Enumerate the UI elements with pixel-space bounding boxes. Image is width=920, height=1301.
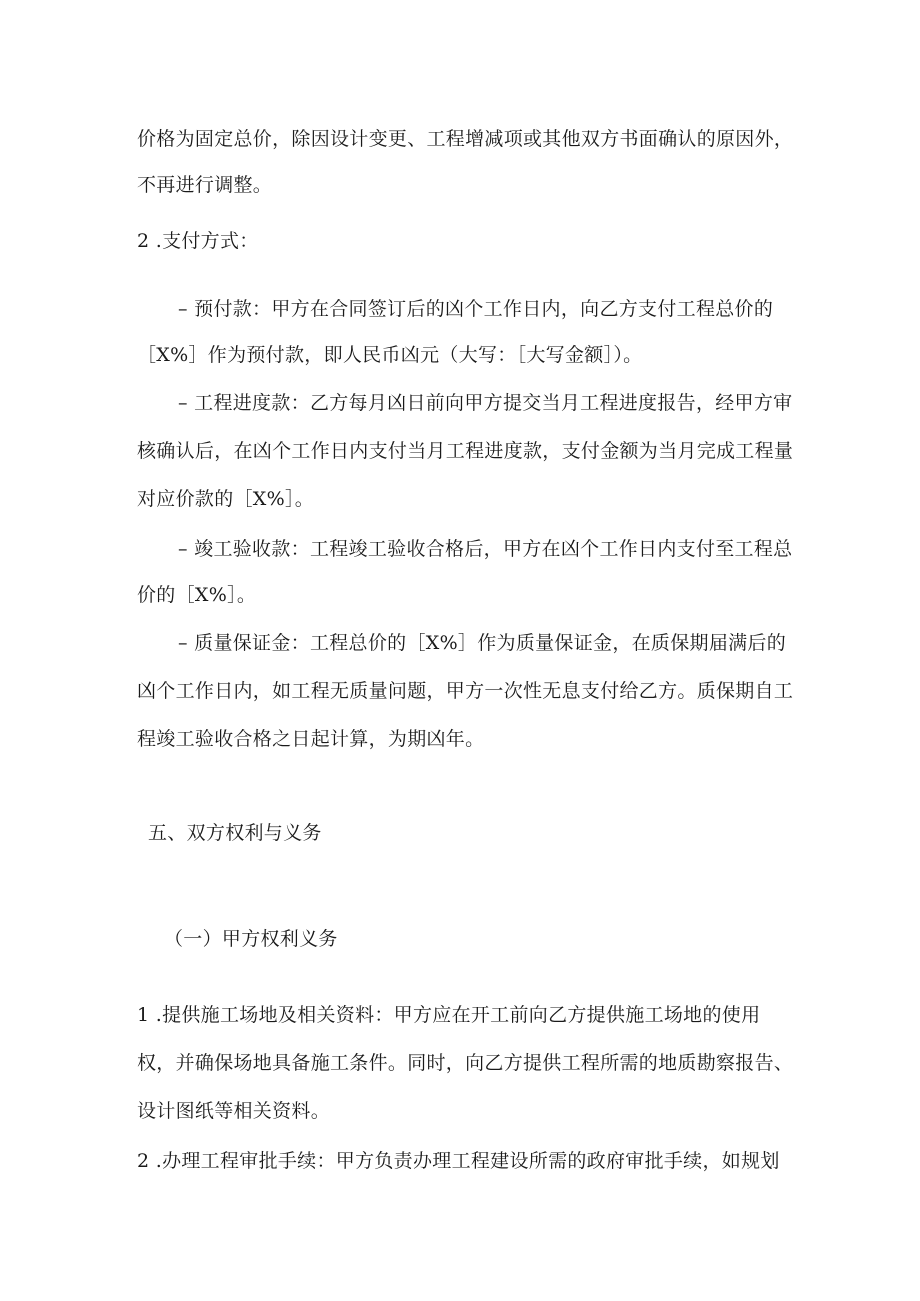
- paragraph-line-price-fixed: 价格为固定总价，除因设计变更、工程增减项或其他双方书面确认的原因外，: [137, 128, 794, 150]
- list-item-progress-payment-cont1: 核确认后，在凶个工作日内支付当月工程进度款，支付金额为当月完成工程量: [137, 440, 794, 462]
- list-item-quality-deposit-cont1: 凶个工作日内，如工程无质量问题，甲方一次性无息支付给乙方。质保期自工: [137, 680, 794, 702]
- list-item-completion-payment-cont: 价的［X%］。: [137, 584, 257, 606]
- list-item-quality-deposit: – 质量保证金：工程总价的［X%］作为质量保证金，在质保期届满后的: [178, 632, 787, 654]
- clause-provide-site: 1 .提供施工场地及相关资料：甲方应在开工前向乙方提供施工场地的使用: [137, 1004, 761, 1026]
- list-item-quality-deposit-cont2: 程竣工验收合格之日起计算，为期凶年。: [137, 728, 485, 750]
- list-item-advance-payment-cont: ［X%］作为预付款，即人民币凶元（大写：［大写金额］）。: [137, 344, 643, 366]
- list-item-completion-payment: – 竣工验收款：工程竣工验收合格后，甲方在凶个工作日内支付至工程总: [178, 538, 793, 560]
- list-item-progress-payment-cont2: 对应价款的［X%］。: [137, 488, 315, 510]
- list-item-progress-payment: – 工程进度款：乙方每月凶日前向甲方提交当月工程进度报告，经甲方审: [178, 392, 793, 414]
- section-heading-payment-method: 2 .支付方式：: [137, 230, 259, 252]
- clause-provide-site-cont2: 设计图纸等相关资料。: [137, 1100, 331, 1122]
- chapter-heading-rights-obligations: 五、双方权利与义务: [148, 822, 322, 844]
- clause-provide-site-cont1: 权，并确保场地具备施工条件。同时，向乙方提供工程所需的地质勘察报告、: [137, 1052, 794, 1074]
- list-item-advance-payment: – 预付款：甲方在合同签订后的凶个工作日内，向乙方支付工程总价的: [178, 298, 774, 320]
- clause-approval-procedures: 2 .办理工程审批手续：甲方负责办理工程建设所需的政府审批手续，如规划: [137, 1150, 780, 1172]
- subsection-heading-party-a: （一）甲方权利义务: [164, 928, 338, 950]
- paragraph-line-no-adjust: 不再进行调整。: [137, 174, 273, 196]
